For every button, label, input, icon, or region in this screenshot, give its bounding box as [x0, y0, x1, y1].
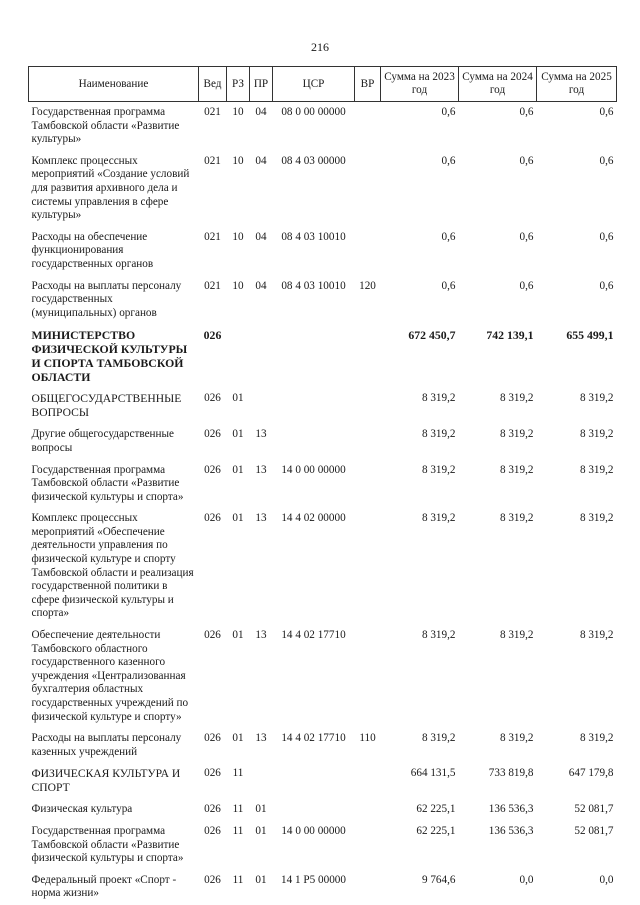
row-ved: 026 — [203, 328, 222, 343]
row-vr — [355, 227, 381, 276]
row-sum-2023: 664 131,5 — [410, 767, 456, 780]
table-row — [29, 151, 617, 227]
row-ved: 026 — [204, 803, 221, 816]
table-row — [29, 870, 617, 905]
row-name: Другие общегосударственные вопросы — [31, 428, 175, 454]
row-csr — [273, 763, 355, 799]
row-pr: 04 — [255, 230, 267, 243]
row-sum-2025: 8 319,2 — [579, 463, 614, 476]
table-row — [29, 728, 617, 763]
row-rz: 01 — [232, 732, 244, 745]
row-sum-2025: 8 319,2 — [579, 732, 614, 745]
row-sum-2024: 8 319,2 — [499, 428, 534, 441]
row-ved: 021 — [204, 154, 221, 167]
row-pr: 13 — [255, 512, 267, 525]
row-pr: 04 — [255, 279, 267, 292]
row-vr — [355, 799, 381, 821]
row-sum-2025: 647 179,8 — [568, 767, 614, 780]
row-vr — [355, 324, 381, 388]
row-sum-2024: 136 536,3 — [488, 803, 534, 816]
row-pr: 13 — [255, 463, 267, 476]
table-row — [29, 227, 617, 276]
row-vr — [355, 821, 381, 870]
row-csr: 14 4 02 00000 — [281, 512, 346, 525]
row-vr — [355, 460, 381, 509]
row-ved: 026 — [204, 629, 221, 642]
row-sum-2024: 8 319,2 — [499, 732, 534, 745]
row-rz: 10 — [232, 106, 244, 118]
row-ved: 026 — [204, 392, 221, 405]
row-vr: 110 — [359, 732, 376, 745]
row-sum-2023: 0,6 — [441, 279, 456, 292]
row-csr: 14 4 02 17710 — [281, 732, 346, 745]
row-name: ОБЩЕГОСУДАРСТВЕННЫЕ ВОПРОСЫ — [31, 392, 182, 420]
row-vr — [355, 388, 381, 424]
header-sum-2025: Сумма на 2025 год — [537, 67, 617, 102]
header-vr: ВР — [355, 67, 381, 102]
row-sum-2025: 52 081,7 — [574, 803, 614, 816]
row-name: Государственная программа Тамбовской области «Развитие культуры» — [31, 106, 180, 146]
budget-table — [28, 66, 617, 905]
row-sum-2023: 8 319,2 — [421, 732, 456, 745]
row-pr: 13 — [255, 428, 267, 441]
row-ved: 026 — [204, 428, 221, 441]
row-vr — [355, 870, 381, 905]
row-sum-2025: 0,0 — [599, 873, 614, 886]
row-pr: 04 — [255, 154, 267, 167]
header-pr: ПР — [250, 67, 273, 102]
table-row-section — [29, 388, 617, 424]
row-csr: 14 0 00 00000 — [281, 824, 346, 837]
row-ved: 026 — [204, 512, 221, 525]
row-sum-2025: 655 499,1 — [566, 328, 614, 343]
row-sum-2025: 0,6 — [599, 106, 614, 118]
row-sum-2024: 742 139,1 — [486, 328, 534, 343]
row-sum-2024: 0,6 — [519, 279, 534, 292]
row-vr — [355, 151, 381, 227]
table-row — [29, 508, 617, 625]
row-sum-2025: 0,6 — [599, 279, 614, 292]
row-sum-2023: 0,6 — [441, 230, 456, 243]
row-name: Расходы на выплаты персоналу государственных (муниципальных) органов — [31, 279, 182, 319]
row-vr — [355, 763, 381, 799]
row-csr — [273, 388, 355, 424]
row-csr: 08 4 03 10010 — [281, 230, 346, 243]
row-csr — [273, 799, 355, 821]
row-ved: 026 — [204, 767, 221, 780]
row-sum-2025: 0,6 — [599, 230, 614, 243]
row-csr: 14 1 P5 00000 — [281, 873, 346, 886]
row-rz: 01 — [232, 629, 244, 642]
row-rz: 01 — [232, 392, 244, 405]
row-name: Государственная программа Тамбовской области «Развитие физической культуры и спорта» — [31, 824, 184, 865]
row-rz: 11 — [232, 803, 244, 816]
row-name: Федеральный проект «Спорт - норма жизни» — [31, 873, 177, 900]
table-row — [29, 799, 617, 821]
row-sum-2023: 9 764,6 — [421, 873, 456, 886]
row-csr — [273, 424, 355, 459]
row-pr: 01 — [255, 873, 267, 886]
row-rz — [227, 324, 250, 388]
row-rz: 01 — [232, 428, 244, 441]
row-name: Комплекс процессных мероприятий «Создание условий для развития архивного дела и системы управления в сфере культуры» — [31, 154, 190, 222]
row-name: ФИЗИЧЕСКАЯ КУЛЬТУРА И СПОРТ — [31, 767, 181, 795]
table-row-section — [29, 763, 617, 799]
row-sum-2024: 0,6 — [519, 106, 534, 118]
row-name: Государственная программа Тамбовской области «Развитие физической культуры и спорта» — [31, 463, 184, 503]
row-ved: 021 — [204, 279, 221, 292]
row-name: Расходы на обеспечение функционирования государственных органов — [31, 230, 154, 270]
table-row — [29, 625, 617, 728]
row-csr: 14 4 02 17710 — [281, 629, 346, 642]
row-sum-2025: 0,6 — [599, 154, 614, 167]
row-vr — [355, 102, 381, 151]
row-rz: 10 — [232, 279, 244, 292]
row-vr — [355, 508, 381, 625]
row-sum-2025: 8 319,2 — [579, 428, 614, 441]
table-row — [29, 460, 617, 509]
row-pr: 04 — [255, 106, 267, 118]
row-rz: 01 — [232, 463, 244, 476]
table-row — [29, 276, 617, 325]
header-csr: ЦСР — [273, 67, 355, 102]
row-sum-2024: 8 319,2 — [499, 392, 534, 405]
row-name: Комплекс процессных мероприятий «Обеспечение деятельности управления по физической культуре и спорту Тамбовской области и реализация государственной политики в сфере физической культуры и спорта» — [31, 512, 194, 620]
row-sum-2024: 8 319,2 — [499, 629, 534, 642]
table-row — [29, 102, 617, 151]
header-sum-2023: Сумма на 2023 год — [381, 67, 459, 102]
row-sum-2024: 733 819,8 — [488, 767, 534, 780]
row-pr: 01 — [255, 803, 267, 816]
row-sum-2025: 8 319,2 — [579, 512, 614, 525]
row-sum-2023: 8 319,2 — [421, 512, 456, 525]
row-vr — [355, 424, 381, 459]
row-csr — [273, 324, 355, 388]
row-csr: 08 4 03 00000 — [281, 154, 346, 167]
row-sum-2024: 0,6 — [519, 230, 534, 243]
table-header-row — [29, 67, 617, 102]
row-name: Физическая культура — [31, 803, 133, 816]
row-rz: 11 — [232, 873, 244, 886]
row-rz: 11 — [232, 767, 244, 780]
row-ved: 026 — [204, 824, 221, 837]
header-name: Наименование — [29, 67, 199, 102]
row-sum-2023: 8 319,2 — [421, 392, 456, 405]
row-vr — [355, 625, 381, 728]
row-rz: 11 — [232, 824, 244, 837]
row-sum-2025: 8 319,2 — [579, 392, 614, 405]
row-sum-2025: 8 319,2 — [579, 629, 614, 642]
row-sum-2023: 62 225,1 — [416, 824, 456, 837]
row-ved: 026 — [204, 732, 221, 745]
row-name: МИНИСТЕРСТВО ФИЗИЧЕСКОЙ КУЛЬТУРЫ И СПОРТА ТАМБОВСКОЙ ОБЛАСТИ — [31, 328, 188, 385]
row-sum-2024: 0,6 — [519, 154, 534, 167]
header-sum-2024: Сумма на 2024 год — [459, 67, 537, 102]
row-ved: 026 — [204, 463, 221, 476]
row-sum-2023: 8 319,2 — [421, 463, 456, 476]
row-sum-2023: 672 450,7 — [408, 328, 456, 343]
row-sum-2023: 8 319,2 — [421, 428, 456, 441]
row-ved: 026 — [204, 873, 221, 886]
row-ved: 021 — [204, 230, 221, 243]
table-row — [29, 821, 617, 870]
row-sum-2024: 8 319,2 — [499, 512, 534, 525]
row-rz: 10 — [232, 154, 244, 167]
row-pr — [250, 324, 273, 388]
table-row — [29, 424, 617, 459]
row-rz: 10 — [232, 230, 244, 243]
row-vr: 120 — [359, 279, 376, 292]
row-csr: 08 0 00 00000 — [281, 106, 346, 118]
row-pr: 13 — [255, 732, 267, 745]
row-sum-2023: 0,6 — [441, 106, 456, 118]
table-row-ministry — [29, 324, 617, 388]
row-name: Обеспечение деятельности Тамбовского областного государственного казенного учреждения «Централизованная бухгалтерия областных государственных учреждений по физической культуре и спорту» — [31, 629, 189, 723]
row-csr: 08 4 03 10010 — [281, 279, 346, 292]
row-ved: 021 — [204, 106, 221, 118]
row-sum-2023: 8 319,2 — [421, 629, 456, 642]
row-name: Расходы на выплаты персоналу казенных учреждений — [31, 732, 182, 758]
row-sum-2024: 136 536,3 — [488, 824, 534, 837]
row-sum-2024: 0,0 — [519, 873, 534, 886]
header-ved: Вед — [199, 67, 227, 102]
row-sum-2024: 8 319,2 — [499, 463, 534, 476]
row-csr: 14 0 00 00000 — [281, 463, 346, 476]
row-pr — [250, 763, 273, 799]
row-pr: 13 — [255, 629, 267, 642]
row-rz: 01 — [232, 512, 244, 525]
row-sum-2025: 52 081,7 — [574, 824, 614, 837]
row-sum-2023: 62 225,1 — [416, 803, 456, 816]
header-rz: РЗ — [227, 67, 250, 102]
page-number: 216 — [311, 40, 329, 54]
row-pr: 01 — [255, 824, 267, 837]
row-pr — [250, 388, 273, 424]
row-sum-2023: 0,6 — [441, 154, 456, 167]
